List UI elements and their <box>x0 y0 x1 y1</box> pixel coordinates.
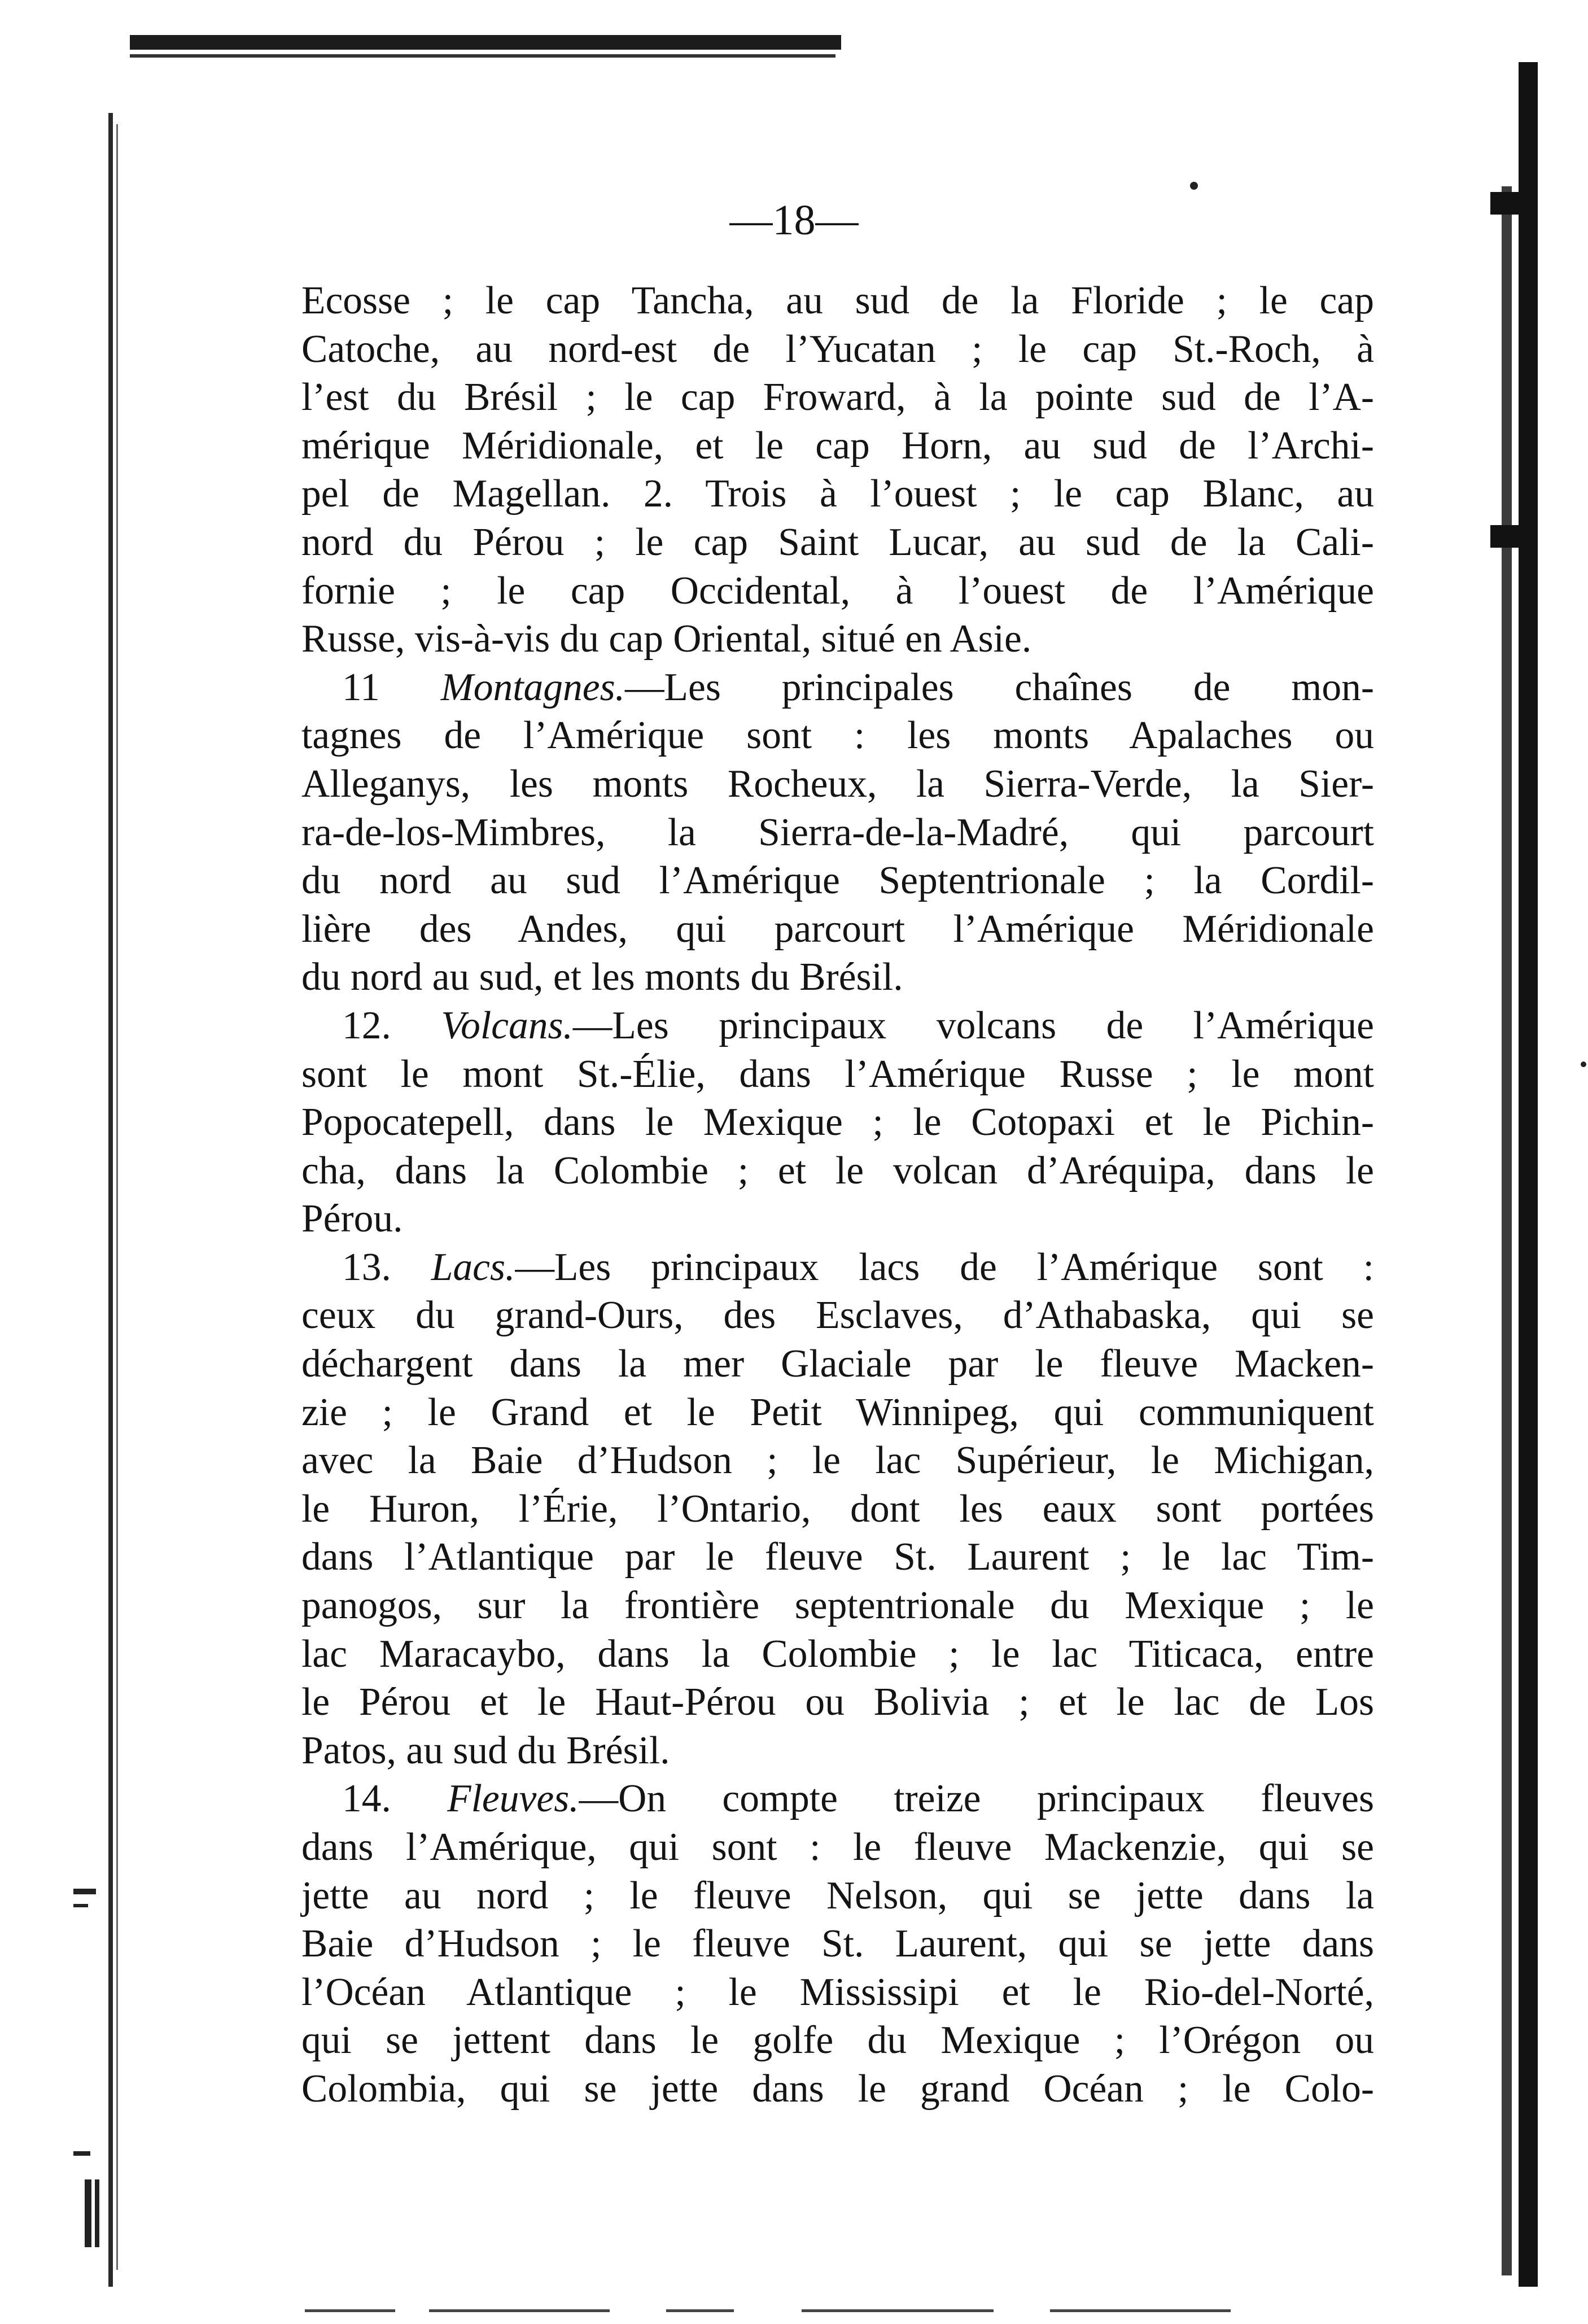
text-line: Colombia, qui se jette dans le grand Océan ; le Colo- <box>301 2067 1374 2111</box>
scan-top-rule-thin <box>130 54 835 58</box>
scan-top-rule <box>130 35 841 50</box>
text-line: lière des Andes, qui parcourt l’Amérique Méridionale <box>301 907 1374 951</box>
scan-right-edge <box>1519 62 1538 2287</box>
text-run: —Les principales chaînes de mon- <box>625 665 1374 709</box>
paragraph-montagnes <box>301 663 1374 1002</box>
section-heading: Volcans. <box>441 1003 573 1047</box>
text-line: ceux du grand-Ours, des Esclaves, d’Athabaska, qui se <box>301 1294 1374 1338</box>
text-line: le Pérou et le Haut-Pérou ou Bolivia ; et le lac de Los <box>301 1680 1374 1724</box>
text-line: Ecosse ; le cap Tancha, au sud de la Floride ; le cap <box>301 279 1374 322</box>
text-run: —Les principaux volcans de l’Amérique <box>572 1003 1375 1047</box>
scan-bottom-rule <box>305 2309 395 2312</box>
text-line: cha, dans la Colombie ; et le volcan d’Aréquipa, dans le <box>301 1148 1374 1192</box>
text-line: panogos, sur la frontière septentrionale du Mexique ; le <box>301 1584 1374 1628</box>
text-line: le Huron, l’Érie, l’Ontario, dont les eaux sont portées <box>301 1487 1374 1531</box>
section-heading: Fleuves. <box>447 1777 579 1821</box>
text-line: ra-de-los-Mimbres, la Sierra-de-la-Madré, qui parcourt <box>301 810 1374 854</box>
text-line: Patos, au sud du Brésil. <box>301 1728 670 1772</box>
section-number: 13. <box>342 1245 391 1289</box>
scan-left-edge <box>108 113 113 2287</box>
text-line: Pérou. <box>301 1197 403 1241</box>
scan-right-edge-inner <box>1502 186 1512 2275</box>
text-line: pel de Magellan. 2. Trois à l’ouest ; le cap Blanc, au <box>301 472 1374 516</box>
scan-bottom-rule <box>429 2309 610 2312</box>
paragraph-lacs <box>301 1243 1374 1775</box>
text-line: du nord au sud l’Amérique Septentrionale ; la Cordil- <box>301 859 1374 903</box>
text-line: l’est du Brésil ; le cap Froward, à la pointe sud de l’A- <box>301 375 1374 420</box>
text-line: déchargent dans la mer Glaciale par le fleuve Macken- <box>301 1342 1374 1386</box>
page-number: —18— <box>729 196 859 244</box>
text-line <box>301 1002 1374 1050</box>
section-heading: Lacs. <box>431 1245 515 1289</box>
text-line: fornie ; le cap Occidental, à l’ouest de l’Amérique <box>301 569 1374 613</box>
paragraph-capes-continued <box>301 277 1374 663</box>
text-run: —Les principaux lacs de l’Amérique sont : <box>515 1245 1374 1289</box>
text-line <box>301 1775 1374 1823</box>
text-line: sont le mont St.-Élie, dans l’Amérique Russe ; le mont <box>301 1052 1374 1096</box>
scan-left-mark <box>73 1889 96 1894</box>
scan-left-mark <box>73 2151 90 2156</box>
text-line: Catoche, au nord-est de l’Yucatan ; le cap St.-Roch, à <box>301 327 1374 371</box>
scan-left-mark <box>95 2179 99 2247</box>
text-line: Russe, vis-à-vis du cap Oriental, situé en Asie. <box>301 617 1032 661</box>
text-line: Alleganys, les monts Rocheux, la Sierra-Verde, la Sier- <box>301 762 1374 806</box>
scan-bottom-rule <box>802 2309 994 2312</box>
text-line: zie ; le Grand et le Petit Winnipeg, qui communiquent <box>301 1390 1374 1434</box>
scan-left-mark <box>85 2179 91 2247</box>
scan-bottom-rule <box>666 2309 734 2312</box>
text-line: tagnes de l’Amérique sont : les monts Apalaches ou <box>301 714 1374 758</box>
text-line: dans l’Atlantique par le fleuve St. Laurent ; le lac Tim- <box>301 1535 1374 1579</box>
text-line <box>301 663 1374 712</box>
text-line: jette au nord ; le fleuve Nelson, qui se jette dans la <box>301 1873 1374 1917</box>
text-line <box>301 1243 1374 1292</box>
text-line: dans l’Amérique, qui sont : le fleuve Mackenzie, qui se <box>301 1825 1374 1869</box>
text-line: Baie d’Hudson ; le fleuve St. Laurent, qui se jette dans <box>301 1922 1374 1966</box>
text-line: Popocatepell, dans le Mexique ; le Cotopaxi et le Pichin- <box>301 1100 1374 1144</box>
scan-right-tab <box>1490 525 1538 548</box>
text-line: qui se jettent dans le golfe du Mexique ; l’Orégon ou <box>301 2019 1374 2063</box>
section-number: 14. <box>342 1777 391 1821</box>
scan-left-mark <box>73 1904 88 1907</box>
scan-speck <box>1581 1061 1586 1067</box>
text-line: du nord au sud, et les monts du Brésil. <box>301 955 903 999</box>
paragraph-volcans <box>301 1002 1374 1243</box>
text-line: nord du Pérou ; le cap Saint Lucar, au sud de la Cali- <box>301 520 1374 564</box>
text-line: mérique Méridionale, et le cap Horn, au sud de l’Archi- <box>301 423 1374 468</box>
section-number: 11 <box>342 665 380 709</box>
scan-bottom-rule <box>1050 2309 1231 2312</box>
section-heading: Montagnes. <box>440 665 625 709</box>
scan-speck <box>1190 182 1198 190</box>
section-number: 12. <box>342 1003 391 1047</box>
text-line: avec la Baie d’Hudson ; le lac Supérieur, le Michigan, <box>301 1439 1374 1483</box>
scan-left-edge-inner <box>116 124 118 2270</box>
text-run: —On compte treize principaux fleuves <box>579 1777 1375 1821</box>
text-line: l’Océan Atlantique ; le Mississipi et le Rio-del-Norté, <box>301 1970 1374 2014</box>
paragraph-fleuves <box>301 1775 1374 2113</box>
text-line: lac Maracaybo, dans la Colombie ; le lac Titicaca, entre <box>301 1632 1374 1676</box>
page-body <box>301 277 1374 2113</box>
